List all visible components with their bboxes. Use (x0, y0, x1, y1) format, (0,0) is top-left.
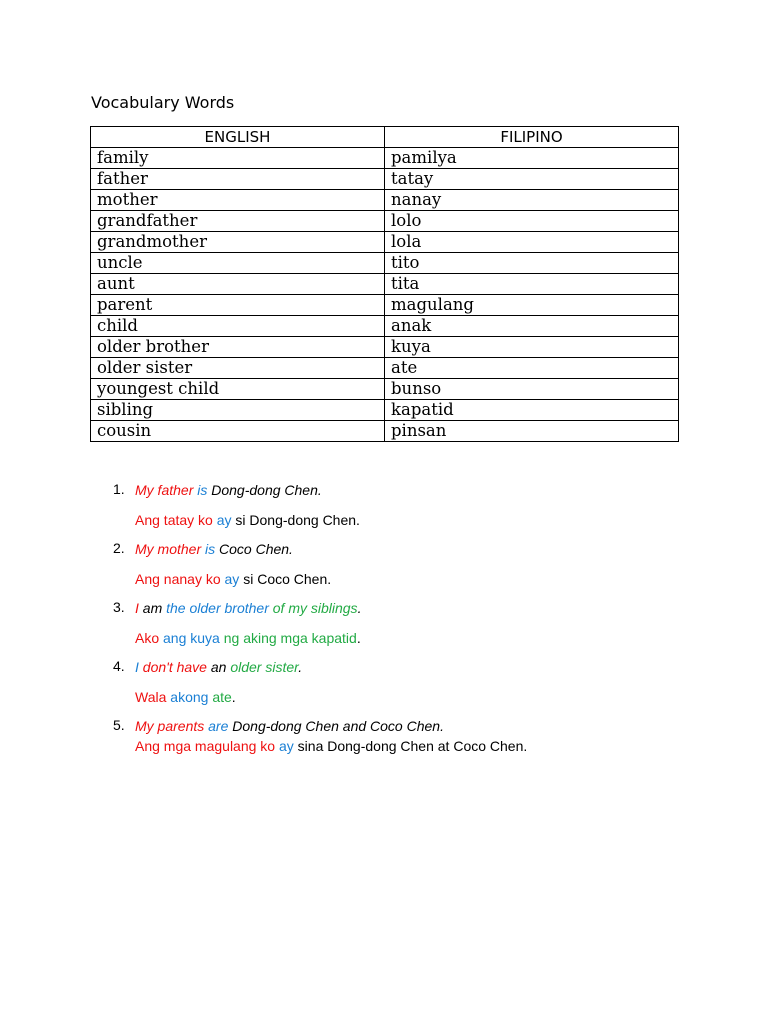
sentence-number: 2. (113, 540, 125, 556)
table-row (91, 232, 679, 253)
vocabulary-table-body (91, 148, 679, 442)
filipino-word-cell: kapatid (385, 400, 679, 421)
filipino-word-cell: nanay (385, 190, 679, 211)
english-segment: don't have (142, 659, 211, 675)
table-header-row (91, 127, 679, 148)
english-word-cell: family (91, 148, 385, 169)
vocabulary-table (90, 126, 679, 442)
english-word-cell: older sister (91, 358, 385, 379)
filipino-segment: Ako (135, 630, 164, 646)
filipino-sentence (135, 570, 710, 588)
english-segment: older sister (230, 659, 299, 675)
english-segment: are (208, 718, 233, 734)
english-segment: I (135, 600, 143, 616)
filipino-segment: ay (216, 512, 236, 528)
table-row (91, 295, 679, 316)
sentence-item (110, 658, 710, 706)
filipino-sentence (135, 737, 710, 755)
english-segment: Coco Chen. (219, 541, 293, 557)
english-sentence (135, 599, 710, 617)
sentence-item (110, 481, 710, 529)
filipino-segment: Ang nanay ko (135, 571, 225, 587)
filipino-segment: Ang tatay ko (135, 512, 217, 528)
english-sentence (135, 658, 710, 676)
table-row (91, 148, 679, 169)
filipino-word-cell: lolo (385, 211, 679, 232)
sentence-item (110, 540, 710, 588)
table-row (91, 211, 679, 232)
filipino-word-cell: tita (385, 274, 679, 295)
sentence-number: 1. (113, 481, 125, 497)
english-segment: Dong-dong Chen and Coco Chen. (232, 718, 444, 734)
table-row (91, 253, 679, 274)
filipino-sentence (135, 629, 710, 647)
english-word-cell: sibling (91, 400, 385, 421)
filipino-segment: ate (212, 689, 232, 705)
filipino-segment: akong (170, 689, 213, 705)
table-row (91, 169, 679, 190)
filipino-word-cell: bunso (385, 379, 679, 400)
english-word-cell: youngest child (91, 379, 385, 400)
english-sentence (135, 481, 710, 499)
filipino-sentence (135, 511, 710, 529)
filipino-word-cell: anak (385, 316, 679, 337)
filipino-segment: . (356, 630, 361, 646)
english-sentence (135, 540, 710, 558)
english-word-cell: grandfather (91, 211, 385, 232)
english-segment: is (197, 482, 212, 498)
english-segment: the older brother (166, 600, 273, 616)
filipino-segment: . (231, 689, 236, 705)
english-segment: Dong-dong Chen. (211, 482, 322, 498)
english-word-cell: uncle (91, 253, 385, 274)
table-row (91, 400, 679, 421)
english-segment: of my siblings (272, 600, 358, 616)
english-segment: an (210, 659, 231, 675)
sentence-number: 5. (113, 717, 125, 733)
filipino-word-cell: tatay (385, 169, 679, 190)
filipino-segment: si Dong-dong Chen. (235, 512, 360, 528)
english-segment: My mother (135, 541, 206, 557)
filipino-word-cell: pamilya (385, 148, 679, 169)
filipino-segment: ay (278, 738, 298, 754)
filipino-segment: ng aking mga kapatid (223, 630, 357, 646)
header-english: ENGLISH (91, 127, 385, 148)
example-sentences-list (110, 481, 710, 766)
table-row (91, 358, 679, 379)
sentence-number: 3. (113, 599, 125, 615)
filipino-word-cell: magulang (385, 295, 679, 316)
english-segment: I (135, 659, 143, 675)
page-title: Vocabulary Words (91, 93, 235, 112)
table-row (91, 337, 679, 358)
filipino-word-cell: pinsan (385, 421, 679, 442)
english-segment: am (142, 600, 167, 616)
filipino-segment: sina Dong-dong Chen at Coco Chen. (297, 738, 528, 754)
table-row (91, 190, 679, 211)
english-segment: My father (135, 482, 198, 498)
sentence-item (110, 599, 710, 647)
sentence-number: 4. (113, 658, 125, 674)
filipino-segment: ang kuya (163, 630, 224, 646)
english-word-cell: cousin (91, 421, 385, 442)
english-segment: . (357, 600, 362, 616)
english-word-cell: parent (91, 295, 385, 316)
table-row (91, 316, 679, 337)
filipino-sentence (135, 688, 710, 706)
filipino-word-cell: ate (385, 358, 679, 379)
table-row (91, 421, 679, 442)
english-word-cell: child (91, 316, 385, 337)
filipino-word-cell: tito (385, 253, 679, 274)
sentence-item (110, 717, 710, 755)
english-segment: . (298, 659, 303, 675)
filipino-segment: si Coco Chen. (243, 571, 332, 587)
english-segment: is (205, 541, 220, 557)
filipino-segment: Wala (135, 689, 171, 705)
filipino-word-cell: lola (385, 232, 679, 253)
filipino-word-cell: kuya (385, 337, 679, 358)
english-sentence (135, 717, 710, 735)
english-word-cell: mother (91, 190, 385, 211)
english-segment: My parents (135, 718, 209, 734)
table-row (91, 274, 679, 295)
table-row (91, 379, 679, 400)
english-word-cell: father (91, 169, 385, 190)
english-word-cell: older brother (91, 337, 385, 358)
english-word-cell: grandmother (91, 232, 385, 253)
header-filipino: FILIPINO (385, 127, 679, 148)
english-word-cell: aunt (91, 274, 385, 295)
filipino-segment: Ang mga magulang ko (135, 738, 279, 754)
filipino-segment: ay (224, 571, 244, 587)
